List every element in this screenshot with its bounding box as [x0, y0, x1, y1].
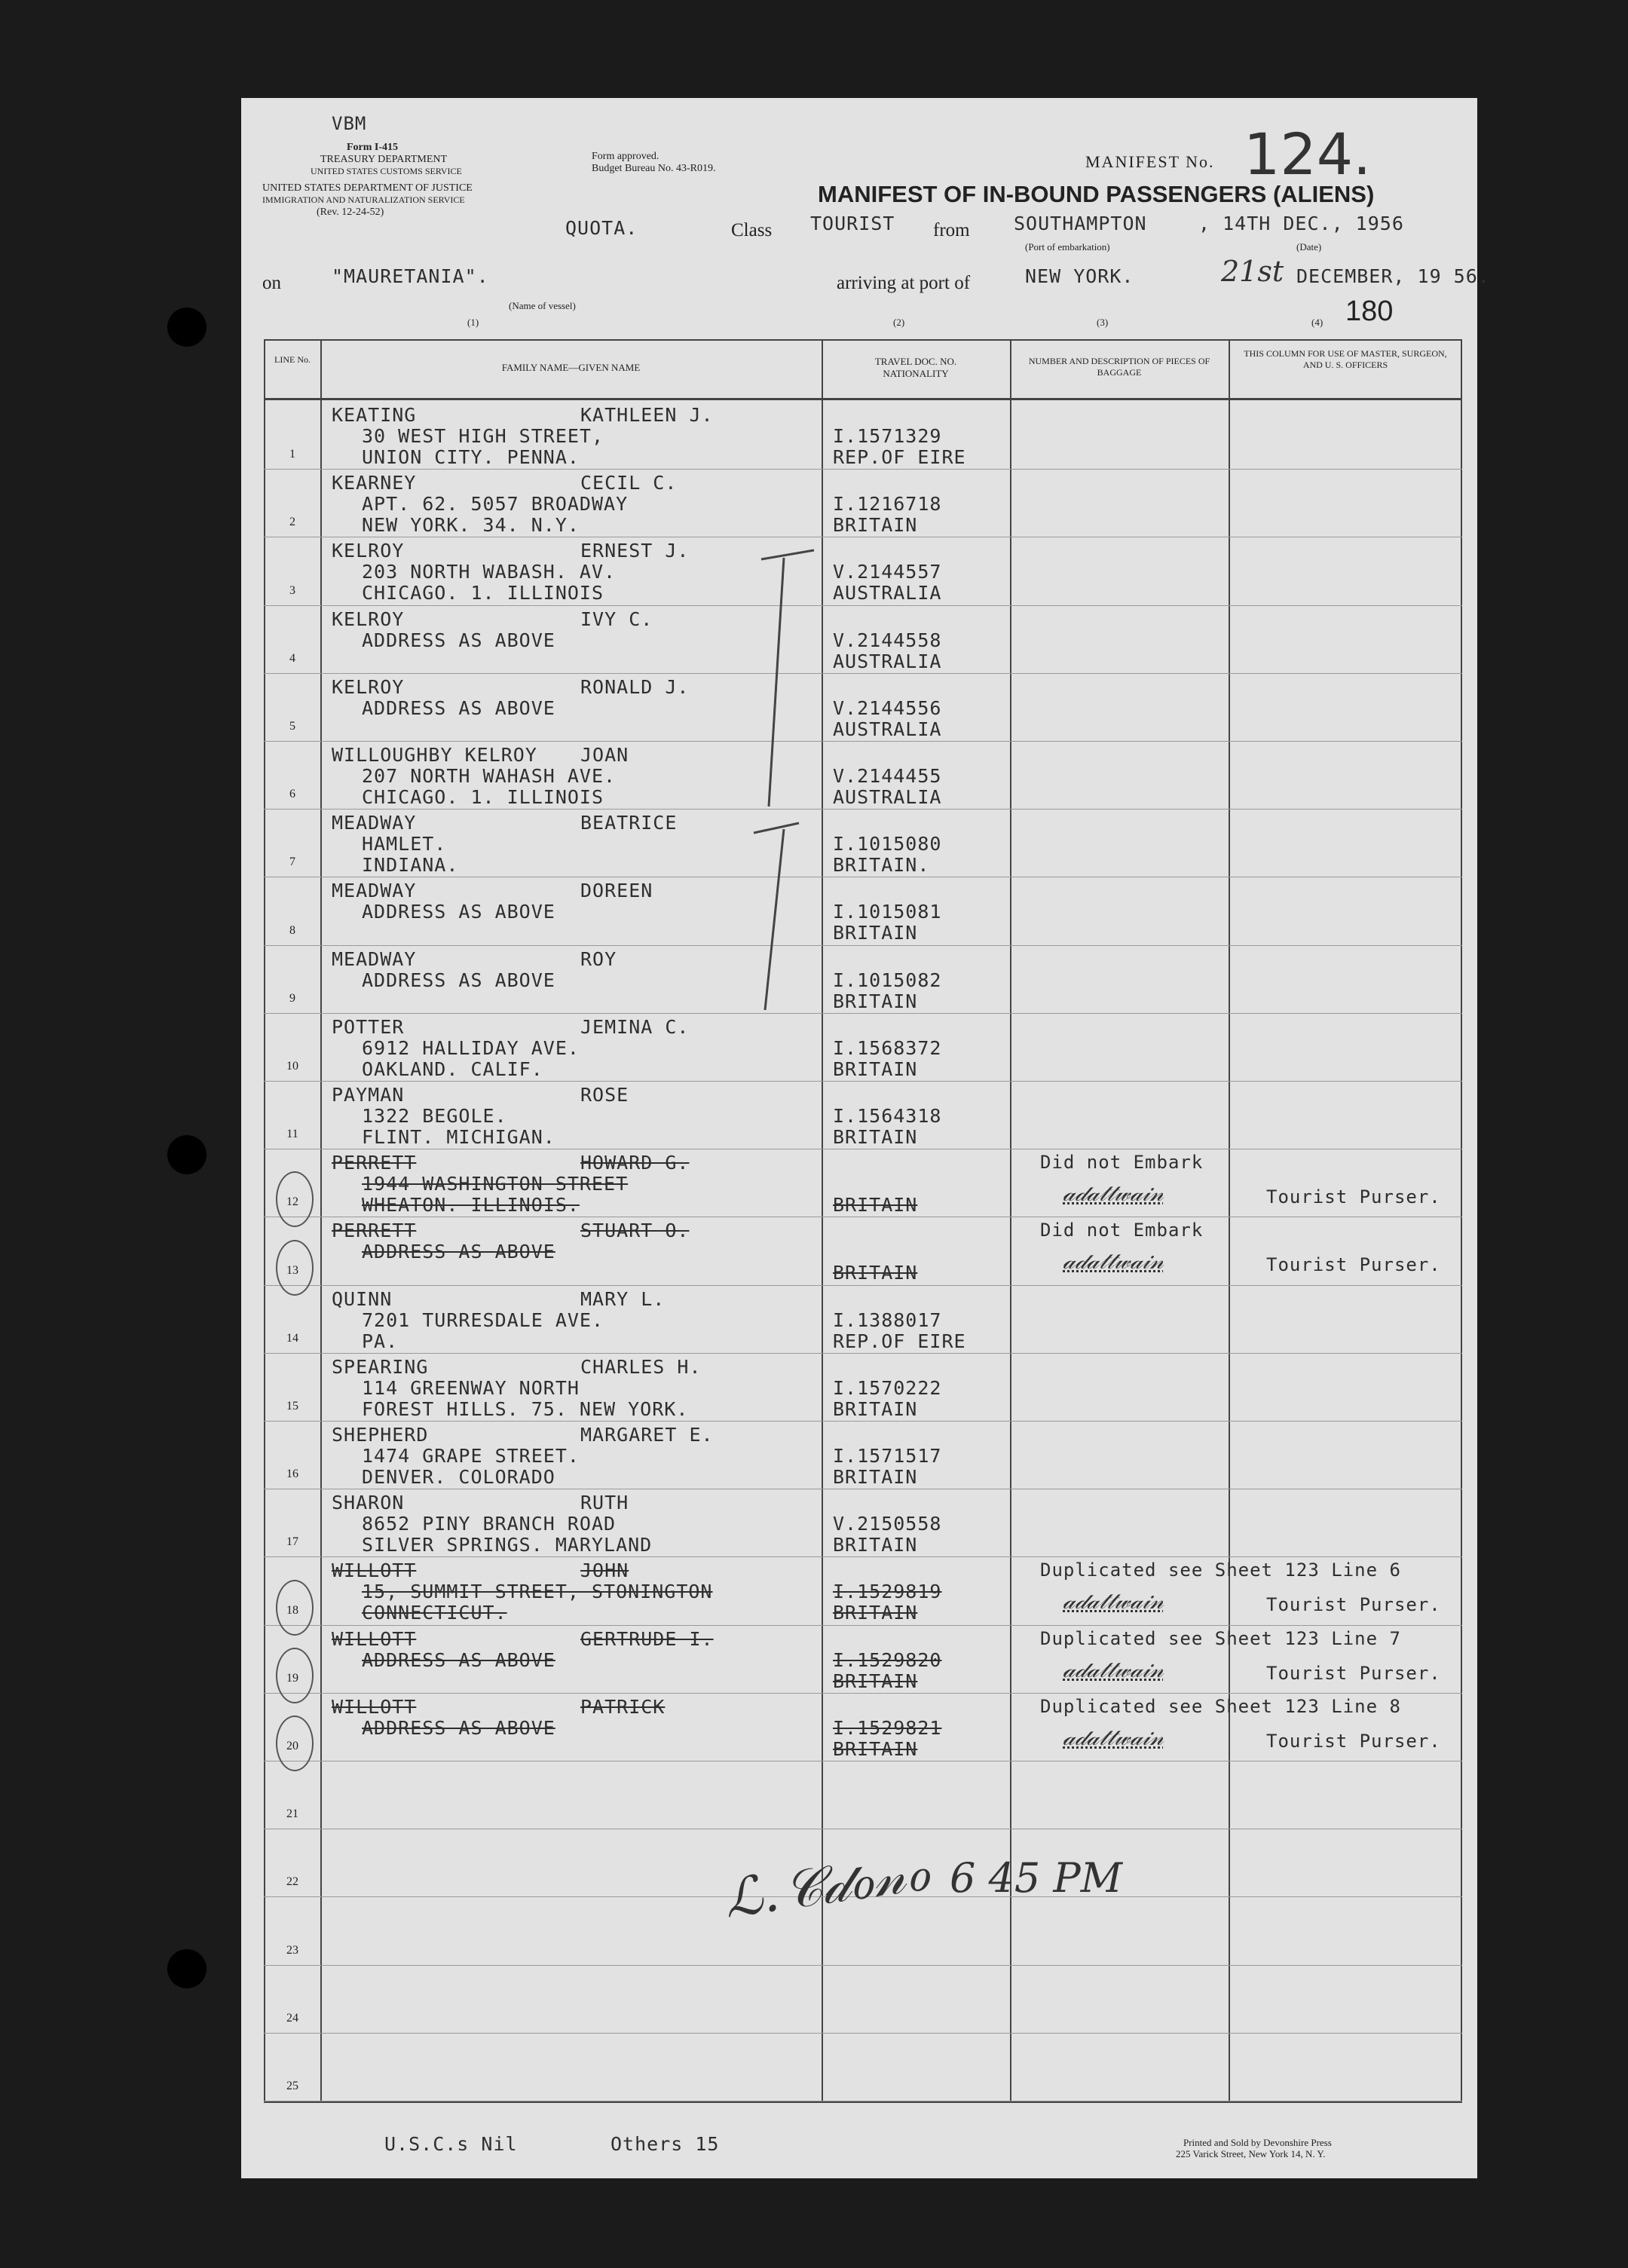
family-name: KEARNEY	[332, 472, 417, 494]
address-line-2: DENVER. COLORADO	[362, 1466, 555, 1488]
address-line-2: UNION CITY. PENNA.	[362, 446, 580, 468]
line-number: 12	[286, 1195, 298, 1209]
family-name: MEADWAY	[332, 880, 417, 902]
footer-others: Others 15	[610, 2133, 720, 2155]
address-line-1: 203 NORTH WABASH. AV.	[362, 561, 617, 583]
purser-signature: 𝒶𝒹𝒶𝓉𝓉𝓌𝒶𝒾𝓃	[1063, 1656, 1164, 1683]
travel-doc-no: I.1388017	[833, 1308, 942, 1331]
given-name: PATRICK	[580, 1695, 666, 1718]
family-name: PAYMAN	[332, 1084, 405, 1106]
purser-signature-title: Tourist Purser.	[1266, 1254, 1441, 1276]
arriving-date: DECEMBER, 19 56.	[1296, 265, 1490, 287]
address-line-1: ADDRESS AS ABOVE	[362, 629, 555, 651]
address-line-2: CONNECTICUT.	[362, 1602, 507, 1624]
line-number: 14	[286, 1331, 298, 1345]
printer-line-1: Printed and Sold by Devonshire Press	[1183, 2137, 1332, 2148]
family-name: WILLOUGHBY KELROY	[332, 744, 537, 766]
bracket-tick-meadway	[754, 823, 799, 833]
nationality: AUSTRALIA	[833, 582, 942, 604]
sheet-number: 180	[1345, 295, 1394, 327]
address-line-2: FLINT. MICHIGAN.	[362, 1126, 555, 1148]
justice-line: UNITED STATES DEPARTMENT OF JUSTICE	[262, 182, 473, 194]
form-id: Form I-415	[347, 142, 399, 153]
address-line-1: ADDRESS AS ABOVE	[362, 1648, 555, 1671]
officer-note: Did not Embark	[1040, 1152, 1204, 1174]
address-line-1: 8652 PINY BRANCH ROAD	[362, 1513, 617, 1535]
family-name: SHEPHERD	[332, 1424, 429, 1446]
approved-line: Form approved.	[592, 151, 659, 162]
travel-doc-no: I.1216718	[833, 493, 942, 516]
travel-doc-no: I.1529820	[833, 1648, 942, 1671]
line-number: 22	[286, 1875, 298, 1889]
travel-doc-no: I.1568372	[833, 1036, 942, 1059]
family-name: QUINN	[332, 1287, 393, 1310]
given-name: RUTH	[580, 1492, 629, 1514]
given-name: RONALD J.	[580, 675, 690, 698]
given-name: CHARLES H.	[580, 1355, 702, 1378]
col-3-ref: (3)	[1097, 317, 1109, 328]
manifest-sheet	[241, 98, 1490, 2178]
nationality: BRITAIN	[833, 1397, 918, 1420]
nationality: BRITAIN	[833, 922, 918, 944]
header-officers: THIS COLUMN FOR USE OF MASTER, SURGEON, AND U. S. OFFICERS	[1244, 348, 1447, 370]
nationality: REP.OF EIRE	[833, 1330, 966, 1352]
travel-doc-no: I.1529819	[833, 1581, 942, 1603]
given-name: GERTRUDE I.	[580, 1627, 714, 1650]
officer-note: Did not Embark	[1040, 1220, 1204, 1241]
line-number: 20	[286, 1740, 298, 1752]
address-line-2: PA.	[362, 1330, 399, 1352]
travel-doc-no: V.2144455	[833, 765, 942, 787]
travel-doc-no: I.1529821	[833, 1716, 942, 1739]
nationality: AUSTRALIA	[833, 786, 942, 808]
address-line-2: CHICAGO. 1. ILLINOIS	[362, 582, 604, 604]
address-line-1: 1474 GRAPE STREET.	[362, 1445, 580, 1467]
given-name: CECIL C.	[580, 472, 678, 494]
nationality: BRITAIN	[833, 1194, 918, 1217]
address-line-1: ADDRESS AS ABOVE	[362, 696, 555, 719]
address-line-1: ADDRESS AS ABOVE	[362, 1241, 555, 1263]
family-name: POTTER	[332, 1015, 405, 1038]
nationality: BRITAIN	[833, 1670, 918, 1692]
line-number: 10	[286, 1060, 298, 1073]
travel-doc-no: V.2144558	[833, 629, 942, 651]
footer-uscs: U.S.C.s Nil	[384, 2133, 518, 2155]
officer-signature: ℒ. 𝒞𝒹ℴ𝓃ℴ	[720, 1840, 934, 1930]
family-name: SHARON	[332, 1492, 405, 1514]
travel-doc-no: I.1564318	[833, 1105, 942, 1127]
address-line-2: NEW YORK. 34. N.Y.	[362, 514, 580, 537]
nationality: AUSTRALIA	[833, 650, 942, 672]
family-name: SPEARING	[332, 1355, 429, 1378]
purser-signature: 𝒶𝒹𝒶𝓉𝓉𝓌𝒶𝒾𝓃	[1063, 1180, 1164, 1207]
printer-line-2: 225 Varick Street, New York 14, N. Y.	[1176, 2148, 1326, 2159]
address-line-1: 30 WEST HIGH STREET,	[362, 425, 604, 447]
purser-signature-title: Tourist Purser.	[1266, 1662, 1441, 1684]
manifest-title: MANIFEST OF IN-BOUND PASSENGERS (ALIENS)	[818, 181, 1375, 207]
given-name: JOAN	[580, 744, 629, 766]
address-line-1: 7201 TURRESDALE AVE.	[362, 1308, 604, 1331]
purser-signature-title: Tourist Purser.	[1266, 1730, 1441, 1752]
col-4-ref: (4)	[1311, 317, 1324, 328]
line-number: 4	[289, 651, 295, 665]
col-1-ref: (1)	[467, 317, 479, 328]
signature-time: 6 45 PM	[950, 1854, 1123, 1902]
bracket-line-kelroy	[769, 558, 784, 807]
address-line-1: APT. 62. 5057 BROADWAY	[362, 493, 629, 516]
address-line-2: CHICAGO. 1. ILLINOIS	[362, 786, 604, 808]
travel-doc-no: I.1015081	[833, 901, 942, 923]
family-name: KELROY	[332, 675, 405, 698]
line-number: 9	[289, 991, 295, 1005]
address-line-1: 1944 WASHINGTON STREET	[362, 1173, 629, 1195]
address-line-1: 114 GREENWAY NORTH	[362, 1376, 580, 1399]
given-name: STUART O.	[580, 1220, 690, 1242]
officer-note: Duplicated see Sheet 123 Line 7	[1040, 1627, 1401, 1649]
address-line-1: HAMLET.	[362, 833, 447, 855]
port-note: (Port of embarkation)	[1025, 241, 1110, 253]
rev-line: (Rev. 12-24-52)	[317, 207, 384, 218]
line-number: 6	[289, 788, 295, 801]
line-number: 2	[289, 516, 295, 529]
line-number: 3	[289, 583, 295, 597]
given-name: ROY	[580, 947, 617, 970]
nationality: BRITAIN	[833, 1262, 918, 1284]
travel-doc-no: I.1015080	[833, 833, 942, 855]
address-line-2: OAKLAND. CALIF.	[362, 1057, 543, 1080]
nationality: BRITAIN.	[833, 854, 930, 877]
line-number: 17	[286, 1535, 298, 1549]
address-line-1: 1322 BEGOLE.	[362, 1105, 507, 1127]
address-line-2: SILVER SPRINGS. MARYLAND	[362, 1534, 653, 1556]
bracket-line-meadway	[765, 829, 784, 1010]
family-name: KELROY	[332, 608, 405, 630]
arriving-port: NEW YORK.	[1025, 265, 1134, 287]
officer-note: Duplicated see Sheet 123 Line 6	[1040, 1559, 1401, 1581]
family-name: PERRETT	[332, 1220, 417, 1242]
line-number: 18	[286, 1603, 298, 1617]
family-name: WILLOTT	[332, 1559, 417, 1582]
line-number: 7	[289, 855, 295, 869]
binder-hole-3	[167, 1949, 207, 1988]
line-number: 5	[289, 720, 295, 733]
line-number: 1	[289, 448, 295, 461]
family-name: WILLOTT	[332, 1627, 417, 1650]
family-name: WILLOTT	[332, 1695, 417, 1718]
travel-doc-no: I.1015082	[833, 969, 942, 991]
line-number: 8	[289, 923, 295, 937]
address-line-1: ADDRESS AS ABOVE	[362, 1716, 555, 1739]
arriving-label: arriving at port of	[837, 273, 971, 293]
address-line-1: ADDRESS AS ABOVE	[362, 901, 555, 923]
purser-signature: 𝒶𝒹𝒶𝓉𝓉𝓌𝒶𝒾𝓃	[1063, 1724, 1164, 1751]
travel-doc-no: I.1571517	[833, 1445, 942, 1467]
line-number: 16	[286, 1468, 298, 1481]
given-name: ERNEST J.	[580, 540, 690, 562]
given-name: MARGARET E.	[580, 1424, 714, 1446]
ins-line: IMMIGRATION AND NATURALIZATION SERVICE	[262, 194, 465, 205]
given-name: DOREEN	[580, 880, 653, 902]
nationality: BRITAIN	[833, 1534, 918, 1556]
given-name: MARY L.	[580, 1287, 666, 1310]
from-label: from	[933, 220, 970, 240]
line-number: 23	[286, 1943, 298, 1957]
treasury-line: TREASURY DEPARTMENT	[320, 154, 448, 165]
from-value: SOUTHAMPTON	[1014, 213, 1147, 234]
header-line-no: LINE No.	[274, 354, 311, 365]
line-number: 25	[286, 2080, 298, 2092]
purser-signature-title: Tourist Purser.	[1266, 1186, 1441, 1208]
nationality: BRITAIN	[833, 1057, 918, 1080]
on-label: on	[262, 273, 281, 293]
nationality: BRITAIN	[833, 1466, 918, 1488]
binder-hole-1	[167, 308, 207, 347]
vessel-name: "MAURETANIA".	[332, 265, 489, 287]
line-number: 24	[286, 2011, 298, 2025]
given-name: ROSE	[580, 1084, 629, 1106]
binder-hole-2	[167, 1135, 207, 1174]
family-name: KEATING	[332, 404, 417, 426]
travel-doc-no: V.2150558	[833, 1513, 942, 1535]
nationality: BRITAIN	[833, 514, 918, 537]
travel-doc-no: I.1571329	[833, 425, 942, 447]
address-line-1: 6912 HALLIDAY AVE.	[362, 1036, 580, 1059]
officer-note: Duplicated see Sheet 123 Line 8	[1040, 1695, 1401, 1717]
col-2-ref: (2)	[893, 317, 905, 328]
class-label: Class	[731, 220, 773, 240]
nationality: AUSTRALIA	[833, 718, 942, 740]
family-name: KELROY	[332, 540, 405, 562]
customs-line: UNITED STATES CUSTOMS SERVICE	[311, 166, 462, 176]
bracket-tick-kelroy	[761, 550, 814, 559]
class-value: TOURIST	[810, 213, 895, 234]
given-name: IVY C.	[580, 608, 653, 630]
line-number: 11	[286, 1128, 298, 1141]
family-name: PERRETT	[332, 1152, 417, 1174]
given-name: BEATRICE	[580, 812, 678, 834]
given-name: KATHLEEN J.	[580, 404, 714, 426]
address-line-1: ADDRESS AS ABOVE	[362, 969, 555, 991]
line-number: 15	[286, 1400, 298, 1413]
address-line-2: FOREST HILLS. 75. NEW YORK.	[362, 1397, 689, 1420]
purser-signature: 𝒶𝒹𝒶𝓉𝓉𝓌𝒶𝒾𝓃	[1063, 1248, 1164, 1275]
header-travel-doc: TRAVEL DOC. NO. NATIONALITY	[874, 356, 957, 379]
header-baggage: NUMBER AND DESCRIPTION OF PIECES OF BAGGAGE	[1028, 356, 1210, 378]
address-line-2: WHEATON. ILLINOIS.	[362, 1194, 580, 1217]
manifest-no: 124.	[1244, 121, 1372, 188]
line-number: 21	[286, 1807, 298, 1821]
arriving-day: 21st	[1221, 255, 1284, 288]
travel-doc-no: V.2144556	[833, 696, 942, 719]
nationality: REP.OF EIRE	[833, 446, 966, 468]
address-line-1: 207 NORTH WAHASH AVE.	[362, 765, 617, 787]
purser-signature-title: Tourist Purser.	[1266, 1594, 1441, 1616]
manifest-no-label: MANIFEST No.	[1085, 152, 1215, 171]
quota-text: QUOTA.	[565, 217, 638, 239]
date-note: (Date)	[1296, 241, 1322, 253]
header-name: FAMILY NAME—GIVEN NAME	[501, 362, 641, 373]
purser-signature: 𝒶𝒹𝒶𝓉𝓉𝓌𝒶𝒾𝓃	[1063, 1588, 1164, 1615]
nationality: BRITAIN	[833, 1737, 918, 1760]
family-name: MEADWAY	[332, 812, 417, 834]
vessel-note: (Name of vessel)	[509, 300, 576, 311]
nationality: BRITAIN	[833, 1126, 918, 1148]
budget-line: Budget Bureau No. 43-R019.	[592, 163, 716, 174]
family-name: MEADWAY	[332, 947, 417, 970]
given-name: JEMINA C.	[580, 1015, 690, 1038]
address-line-1: 15, SUMMIT STREET, STONINGTON	[362, 1581, 713, 1603]
line-number: 13	[286, 1263, 298, 1277]
nationality: BRITAIN	[833, 990, 918, 1012]
given-name: JOHN	[580, 1559, 629, 1582]
nationality: BRITAIN	[833, 1602, 918, 1624]
travel-doc-no: I.1570222	[833, 1376, 942, 1399]
given-name: HOWARD G.	[580, 1152, 690, 1174]
address-line-2: INDIANA.	[362, 854, 459, 877]
vbm-mark: VBM	[332, 113, 367, 134]
travel-doc-no: V.2144557	[833, 561, 942, 583]
date-value: , 14TH DEC., 1956	[1198, 213, 1404, 234]
line-number: 19	[286, 1671, 298, 1685]
